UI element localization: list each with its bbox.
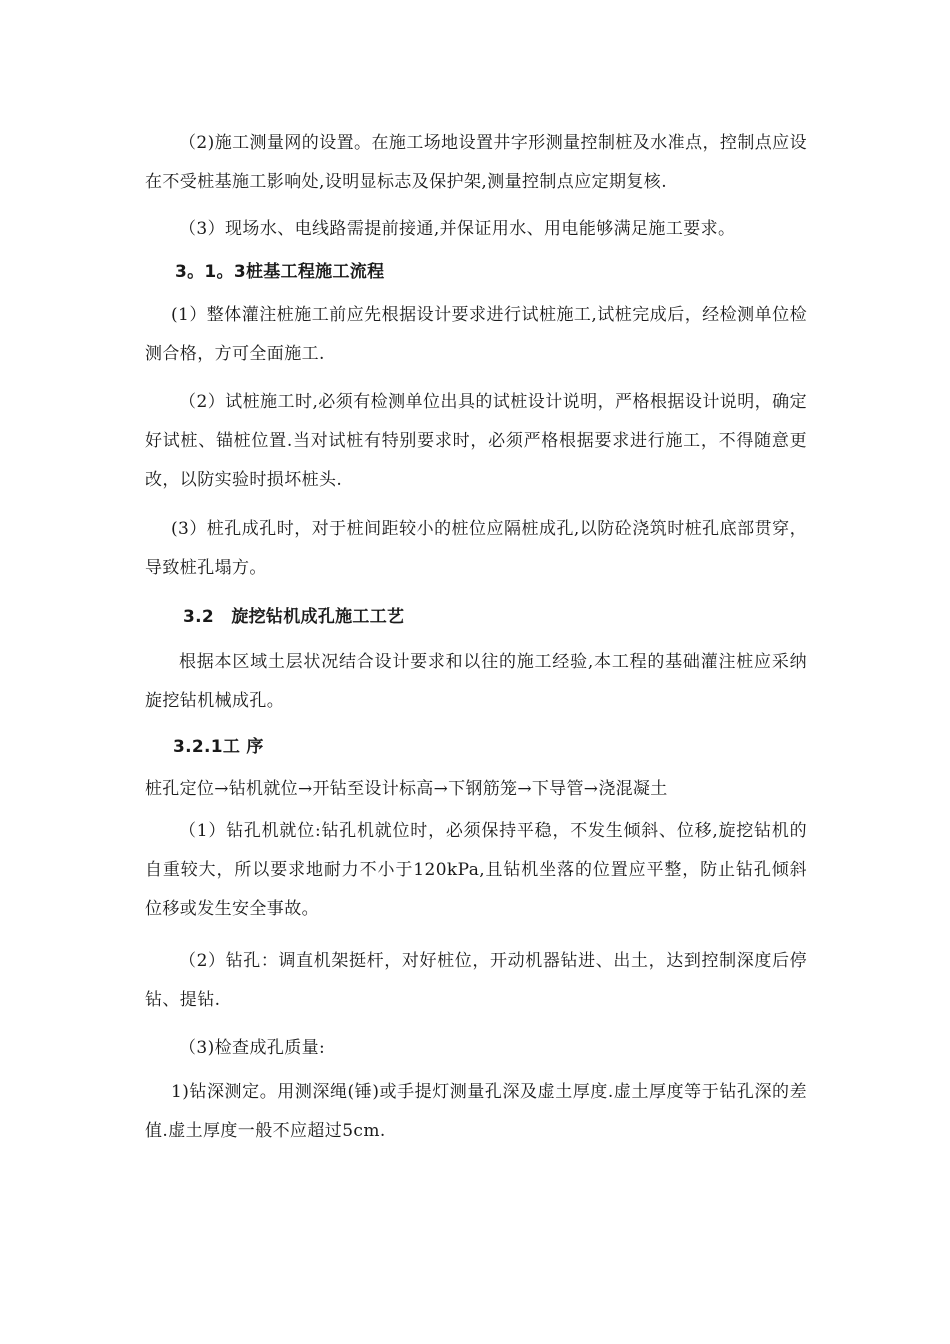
paragraph-rotary-basis: 根据本区域土层状况结合设计要求和以往的施工经验,本工程的基础灌注桩应采纳旋挖钻机械成孔。: [145, 652, 807, 711]
heading-procedure: 3.2.1工 序: [173, 737, 264, 757]
procedure-flow: 桩孔定位→钻机就位→开钻至设计标高→下钢筋笼→下导管→浇混凝土: [145, 779, 668, 799]
paragraph-water-power: （3）现场水、电线路需提前接通,并保证用水、用电能够满足施工要求。: [179, 219, 736, 239]
paragraph-test-pile: (1）整体灌注桩施工前应先根据设计要求进行试桩施工,试桩完成后，经检测单位检测合格，方可全面施工.: [145, 305, 807, 364]
paragraph-hole-forming: (3）桩孔成孔时，对于桩间距较小的桩位应隔桩成孔,以防砼浇筑时桩孔底部贯穿，导致桩孔塌方。: [145, 519, 807, 578]
heading-rotary-drilling: 3.2 旋挖钻机成孔施工工艺: [183, 607, 405, 627]
paragraph-drilling: （2）钻孔：调直机架挺杆，对好桩位，开动机器钻进、出土，达到控制深度后停钻、提钻.: [145, 951, 807, 1010]
paragraph-depth-measure: 1)钻深测定。用测深绳(锤)或手提灯测量孔深及虚土厚度.虚土厚度等于钻孔深的差值.虚土厚度一般不应超过5cm.: [145, 1082, 807, 1141]
paragraph-survey-network: （2)施工测量网的设置。在施工场地设置井字形测量控制桩及水准点，控制点应设在不受桩基施工影响处,设明显标志及保护架,测量控制点应定期复核.: [145, 133, 807, 192]
paragraph-rig-positioning: （1）钻孔机就位:钻孔机就位时，必须保持平稳，不发生倾斜、位移,旋挖钻机的自重较大，所以要求地耐力不小于120kPa,且钻机坐落的位置应平整，防止钻孔倾斜位移或发生安全事故。: [145, 821, 807, 919]
heading-pile-process: 3。1。3桩基工程施工流程: [175, 262, 385, 282]
paragraph-check-quality: （3)检查成孔质量:: [179, 1038, 326, 1058]
paragraph-test-pile-construction: （2）试桩施工时,必须有检测单位出具的试桩设计说明，严格根据设计说明，确定好试桩、锚桩位置.当对试桩有特别要求时，必须严格根据要求进行施工，不得随意更改，以防实验时损坏桩头.: [145, 392, 807, 490]
